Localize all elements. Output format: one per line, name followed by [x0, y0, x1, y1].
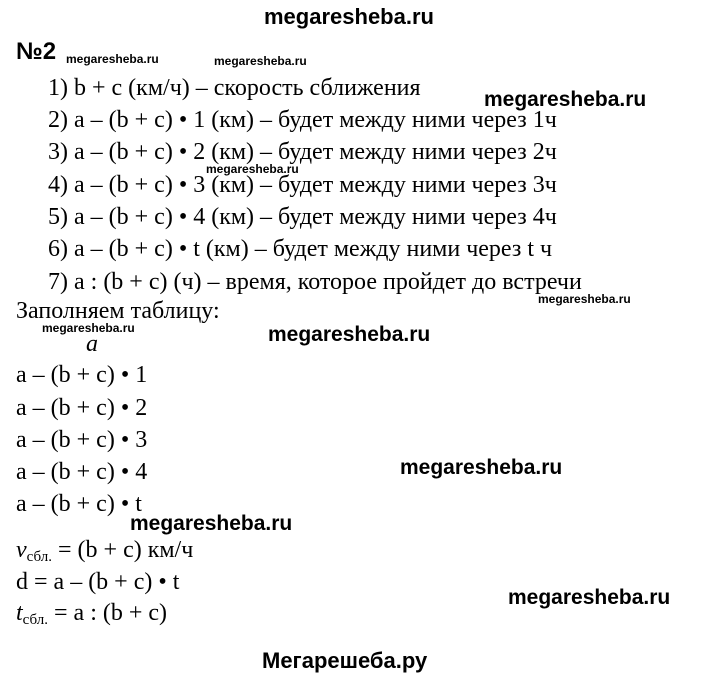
step-5: 5) a – (b + c) • 4 (км) – будет между ними через 4ч — [48, 204, 557, 230]
table-header: a — [86, 331, 98, 357]
speed-symbol: v — [16, 537, 27, 563]
footer-site: Мегарешеба.ру — [262, 648, 428, 673]
table-row: a – (b + c) • t — [16, 491, 142, 517]
step-6: 6) a – (b + c) • t (км) – будет между ними через t ч — [48, 236, 553, 262]
problem-number: №2 — [16, 38, 57, 65]
table-row: a – (b + c) • 1 — [16, 362, 148, 388]
watermark: megaresheba.ru — [484, 88, 647, 111]
table-row: a – (b + c) • 4 — [16, 459, 148, 485]
time-symbol: t — [16, 600, 23, 626]
watermark: megaresheba.ru — [214, 54, 307, 68]
watermark: megaresheba.ru — [130, 512, 293, 535]
watermark: megaresheba.ru — [42, 321, 135, 335]
formula-distance: d = a – (b + c) • t — [16, 569, 180, 595]
speed-expression: = (b + c) км/ч — [52, 537, 194, 563]
time-subscript: сбл. — [22, 612, 49, 628]
watermark: megaresheba.ru — [206, 162, 299, 176]
step-7: 7) a : (b + c) (ч) – время, которое пройдет до встречи — [48, 269, 582, 295]
watermark: megaresheba.ru — [66, 52, 159, 66]
watermark: megaresheba.ru — [538, 292, 631, 306]
step-4: 4) a – (b + c) • 3 (км) – будет между ними через 3ч — [48, 172, 557, 198]
step-2: 2) a – (b + c) • 1 (км) – будет между ними через 1ч — [48, 107, 557, 133]
speed-subscript: сбл. — [26, 549, 52, 565]
watermark: megaresheba.ru — [268, 323, 431, 346]
formula-time — [16, 599, 167, 630]
table-row: a – (b + c) • 2 — [16, 395, 148, 421]
table-row: a – (b + c) • 3 — [16, 427, 148, 453]
header-site: megaresheba.ru — [264, 4, 434, 29]
fill-table-label: Заполняем таблицу: — [16, 298, 220, 324]
time-expression: = a : (b + c) — [48, 600, 168, 626]
step-1: 1) b + c (км/ч) – скорость сближения — [48, 75, 421, 101]
formula-speed — [16, 536, 193, 567]
step-3: 3) a – (b + c) • 2 (км) – будет между ними через 2ч — [48, 139, 557, 165]
watermark: megaresheba.ru — [400, 456, 563, 479]
watermark: megaresheba.ru — [508, 586, 671, 609]
